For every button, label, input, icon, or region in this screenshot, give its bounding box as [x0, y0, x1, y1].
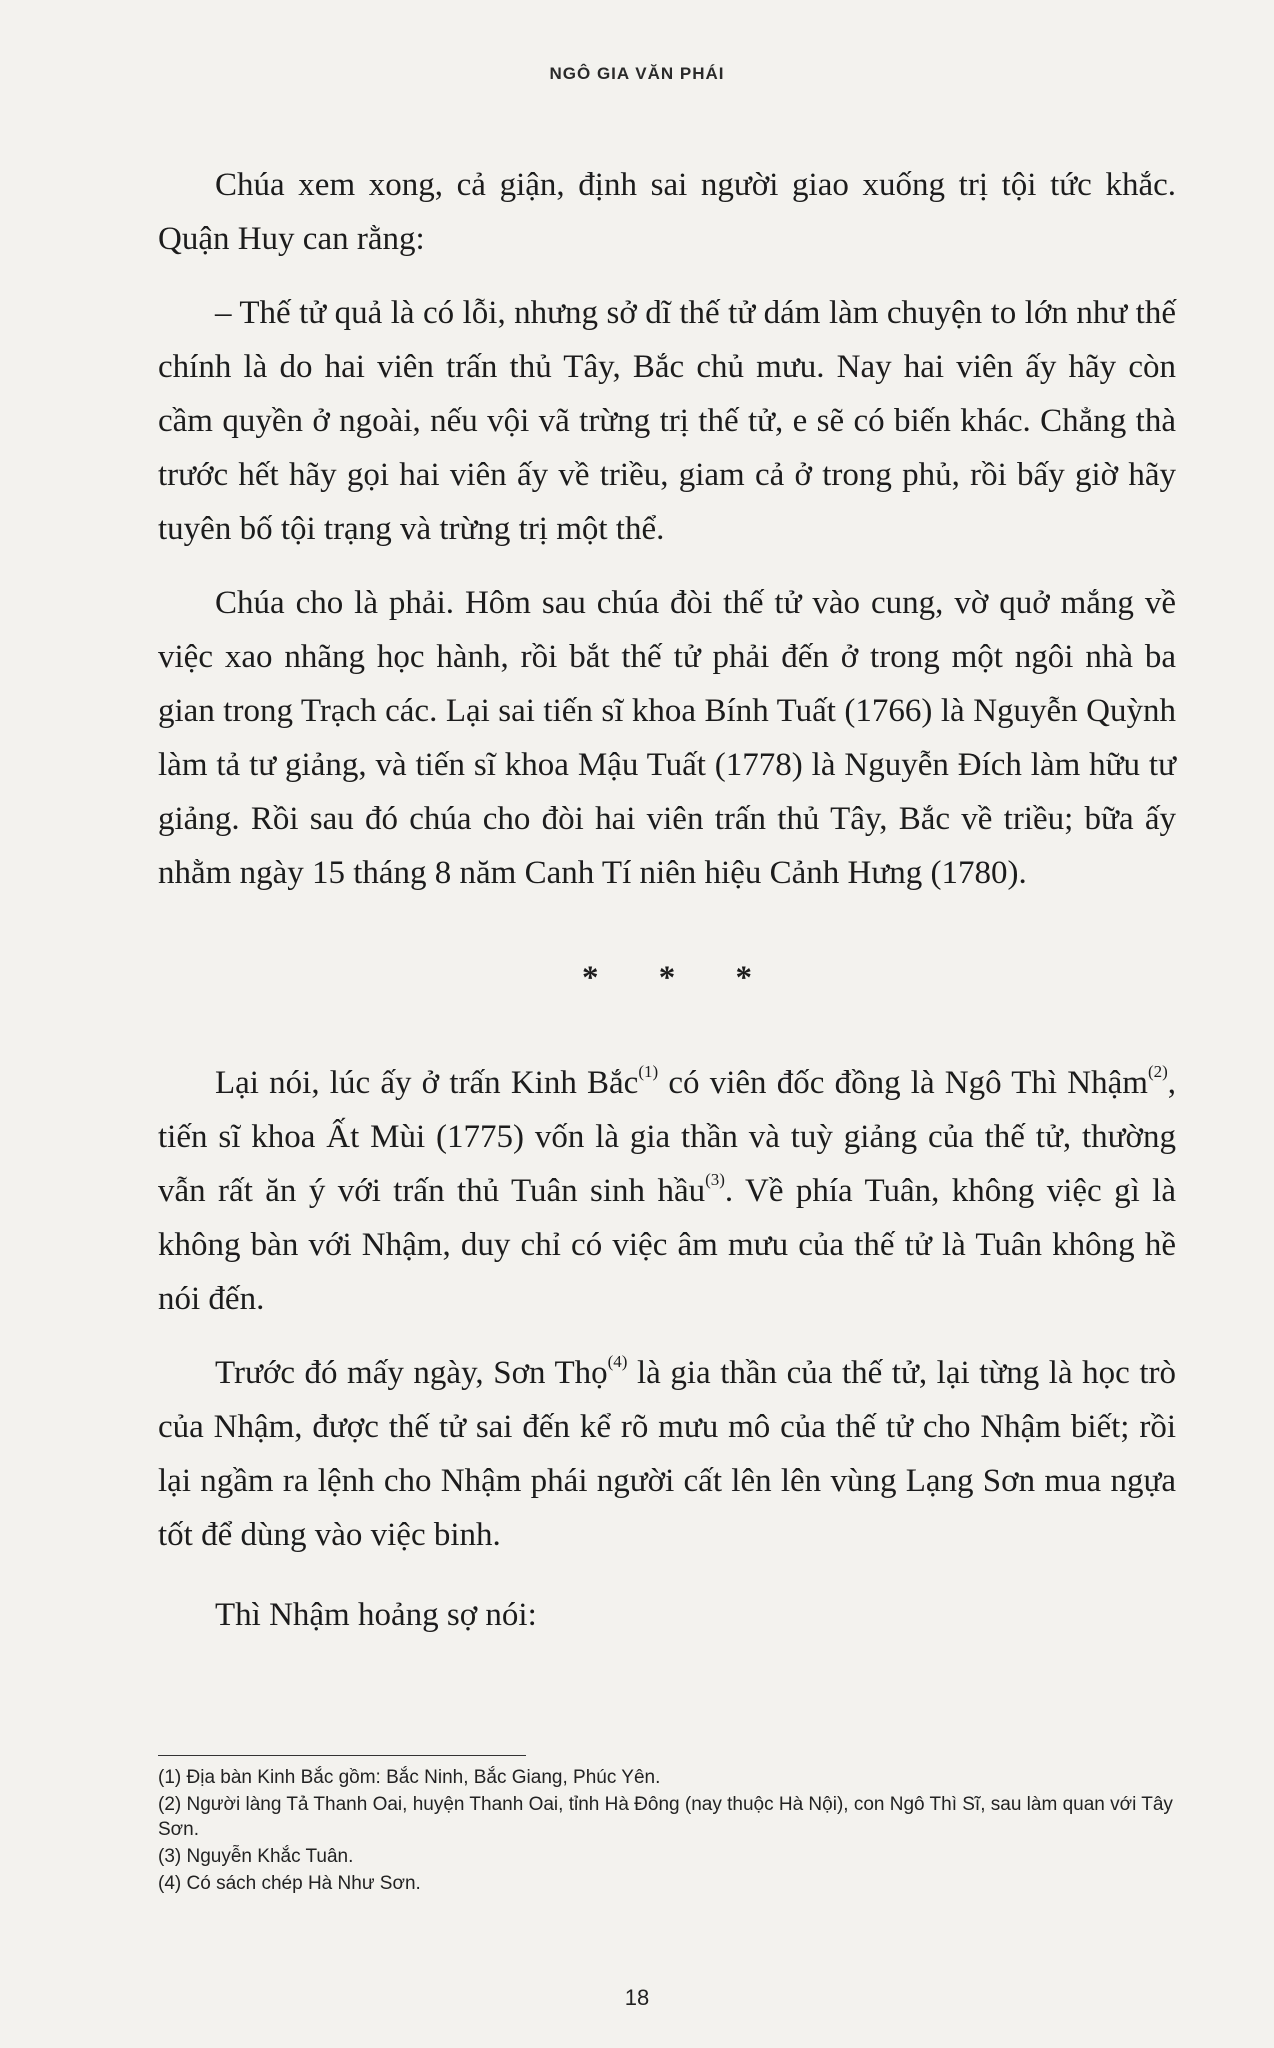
paragraph-4-text-2: có viên đốc đồng là Ngô Thì Nhậm — [658, 1065, 1148, 1101]
paragraph-4 — [158, 1056, 1176, 1326]
paragraph-4-text-3: , tiến sĩ khoa Ất Mùi (1775) vốn là gia thần và tuỳ giảng của thế tử, thường vẫn rất ăn ý với trấn thủ Tuân sinh hầu — [158, 1065, 1177, 1209]
paragraph-6: Thì Nhậm hoảng sợ nói: — [215, 1597, 537, 1633]
paragraph-3: Chúa cho là phải. Hôm sau chúa đòi thế tử vào cung, vờ quở mắng về việc xao nhãng học hành, rồi bắt thế tử phải đến ở trong một ngôi nhà ba gian trong Trạch các. Lại sai tiến sĩ khoa Bính Tuất (1766) là Nguyễn Quỳnh làm tả tư giảng, và tiến sĩ khoa Mậu Tuất (1778) là Nguyễn Đích làm hữu tư giảng. Rồi sau đó chúa cho đòi hai viên trấn thủ Tây, Bắc về triều; bữa ấy nhằm ngày 15 tháng 8 năm Canh Tí niên hiệu Cảnh Hưng (1780). — [158, 585, 1176, 891]
footnote-rule — [158, 1755, 526, 1756]
paragraph-2: – Thế tử quả là có lỗi, nhưng sở dĩ thế tử dám làm chuyện to lớn như thế chính là do hai viên trấn thủ Tây, Bắc chủ mưu. Nay hai viên ấy hãy còn cầm quyền ở ngoài, nếu vội vã trừng trị thế tử, e sẽ có biến khác. Chẳng thà trước hết hãy gọi hai viên ấy về triều, giam cả ở trong phủ, rồi bấy giờ hãy tuyên bố tội trạng và trừng trị một thể. — [158, 295, 1176, 547]
footnote-4: (4) Có sách chép Hà Như Sơn. — [158, 1873, 421, 1894]
footnote-2: (2) Người làng Tả Thanh Oai, huyện Thanh Oai, tỉnh Hà Đông (nay thuộc Hà Nội), con Ngô Thì Sĩ, sau làm quan với Tây Sơn. — [158, 1794, 1173, 1840]
footnote-marker-1: (1) — [638, 1062, 659, 1081]
footnote-marker-2: (2) — [1147, 1062, 1168, 1081]
footnote-3: (3) Nguyễn Khắc Tuân. — [158, 1846, 354, 1867]
paragraph-1: Chúa xem xong, cả giận, định sai người giao xuống trị tội tức khắc. Quận Huy can rằng: — [158, 167, 1176, 257]
paragraph-4-text-1: Lại nói, lúc ấy ở trấn Kinh Bắc — [215, 1065, 639, 1101]
footnotes — [158, 1765, 1178, 1898]
paragraph-5 — [158, 1346, 1176, 1562]
paragraph-5-text-1: Trước đó mấy ngày, Sơn Thọ — [215, 1355, 608, 1391]
body-text — [158, 158, 1176, 1642]
footnote-marker-4: (4) — [607, 1352, 628, 1371]
footnote-1: (1) Địa bàn Kinh Bắc gồm: Bắc Ninh, Bắc Giang, Phúc Yên. — [158, 1767, 661, 1788]
footnote-marker-3: (3) — [705, 1170, 725, 1189]
running-header: NGÔ GIA VĂN PHÁI — [549, 64, 725, 83]
page-number: 18 — [624, 1985, 650, 2010]
paragraph-5-text-2: là gia thần của thế tử, lại từng là học trò của Nhậm, được thế tử sai đến kể rõ mưu mô của thế tử cho Nhậm biết; rồi lại ngầm ra lệnh cho Nhậm phái người cất lên lên vùng Lạng Sơn mua ngựa tốt để dùng vào việc binh. — [158, 1355, 1176, 1553]
section-separator: * * * — [582, 960, 778, 996]
paragraph-4-text-4: . Về phía Tuân, không việc gì là không bàn với Nhậm, duy chỉ có việc âm mưu của thế tử là Tuân không hề nói đến. — [158, 1173, 1176, 1317]
